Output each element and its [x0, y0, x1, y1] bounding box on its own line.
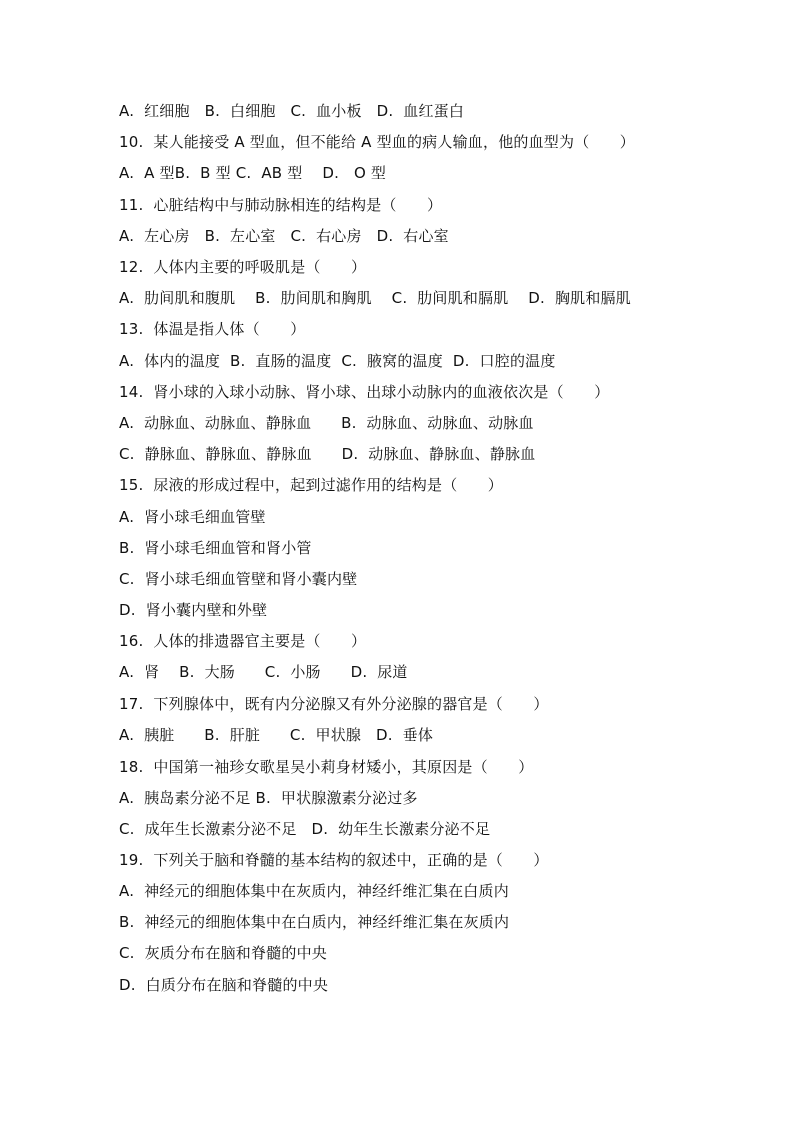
q15-option-d: D. 肾小囊内壁和外壁 [119, 601, 268, 619]
q10-stem: 10. 某人能接受 A 型血，但不能给 A 型血的病人输血，他的血型为（ ） [119, 133, 635, 151]
q19-option-b: B. 神经元的细胞体集中在白质内，神经纤维汇集在灰质内 [119, 913, 510, 931]
q17-stem: 17. 下列腺体中，既有内分泌腺又有外分泌腺的器官是（ ） [119, 695, 549, 713]
q15-option-c: C. 肾小球毛细血管壁和肾小囊内壁 [119, 570, 358, 588]
q19-option-c: C. 灰质分布在脑和脊髓的中央 [119, 944, 327, 962]
q16-stem: 16. 人体的排遗器官主要是（ ） [119, 632, 367, 650]
q15-option-a: A. 肾小球毛细血管壁 [119, 508, 266, 526]
q10-options: A. A 型B. B 型 C. AB 型 D. O 型 [119, 164, 387, 182]
q18-stem: 18. 中国第一袖珍女歌星吴小莉身材矮小，其原因是（ ） [119, 758, 534, 776]
q15-stem: 15. 尿液的形成过程中，起到过滤作用的结构是（ ） [119, 476, 503, 494]
q19-option-a: A. 神经元的细胞体集中在灰质内，神经纤维汇集在白质内 [119, 882, 509, 900]
q15-option-b: B. 肾小球毛细血管和肾小管 [119, 539, 312, 557]
q18-options-cd: C. 成年生长激素分泌不足 D. 幼年生长激素分泌不足 [119, 820, 491, 838]
q19-stem: 19. 下列关于脑和脊髓的基本结构的叙述中，正确的是（ ） [119, 851, 549, 869]
q12-options: A. 肋间肌和腹肌 B. 肋间肌和胸肌 C. 肋间肌和膈肌 D. 胸肌和膈肌 [119, 289, 631, 307]
q9-options: A. 红细胞 B. 白细胞 C. 血小板 D. 血红蛋白 [119, 102, 465, 120]
q11-stem: 11. 心脏结构中与肺动脉相连的结构是（ ） [119, 196, 443, 214]
q11-options: A. 左心房 B. 左心室 C. 右心房 D. 右心室 [119, 227, 449, 245]
q13-options: A. 体内的温度 B. 直肠的温度 C. 腋窝的温度 D. 口腔的温度 [119, 352, 556, 370]
q16-options: A. 肾 B. 大肠 C. 小肠 D. 尿道 [119, 663, 408, 681]
q17-options: A. 胰脏 B. 肝脏 C. 甲状腺 D. 垂体 [119, 726, 434, 744]
q13-stem: 13. 体温是指人体（ ） [119, 320, 306, 338]
q19-option-d: D. 白质分布在脑和脊髓的中央 [119, 976, 329, 994]
q12-stem: 12. 人体内主要的呼吸肌是（ ） [119, 258, 367, 276]
q18-options-ab: A. 胰岛素分泌不足 B. 甲状腺激素分泌过多 [119, 789, 418, 807]
q14-options-cd: C. 静脉血、静脉血、静脉血 D. 动脉血、静脉血、静脉血 [119, 445, 536, 463]
q14-options-ab: A. 动脉血、动脉血、静脉血 B. 动脉血、动脉血、动脉血 [119, 414, 534, 432]
q14-stem: 14. 肾小球的入球小动脉、肾小球、出球小动脉内的血液依次是（ ） [119, 383, 610, 401]
